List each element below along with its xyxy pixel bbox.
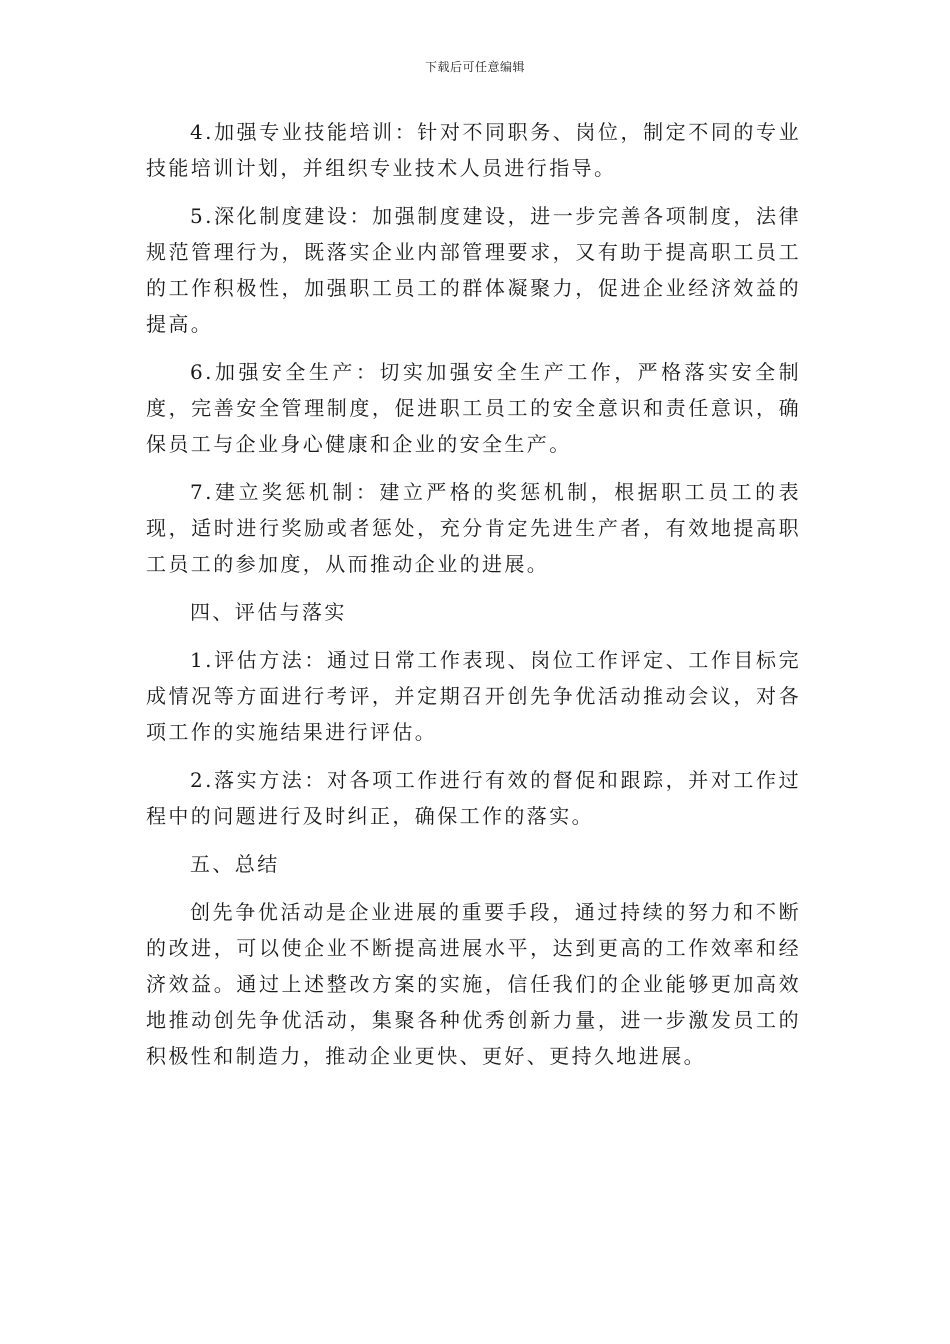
paragraph-skill-training: 4.加强专业技能培训：针对不同职务、岗位，制定不同的专业技能培训计划，并组织专业技术人员进行指导。: [146, 120, 801, 180]
paragraph-system-building: 5.深化制度建设：加强制度建设，进一步完善各项制度，法律规范管理行为，既落实企业内部管理要求，又有助于提高职工员工的工作积极性，加强职工员工的群体凝聚力，促进企业经济效益的提高。: [146, 204, 801, 336]
paragraph-evaluation-method: 1.评估方法：通过日常工作表现、岗位工作评定、工作目标完成情况等方面进行考评，并定期召开创先争优活动推动会议，对各项工作的实施结果进行评估。: [146, 648, 801, 744]
paragraph-implementation-method: 2.落实方法：对各项工作进行有效的督促和跟踪，并对工作过程中的问题进行及时纠正，确保工作的落实。: [146, 768, 801, 828]
page-header-note: 下载后可任意编辑: [424, 60, 525, 74]
paragraph-reward-punishment: 7.建立奖惩机制：建立严格的奖惩机制，根据职工员工的表现，适时进行奖励或者惩处，充分肯定先进生产者，有效地提高职工员工的参加度，从而推动企业的进展。: [146, 480, 801, 576]
document-body: [146, 114, 801, 1086]
paragraph-safety-production: 6.加强安全生产：切实加强安全生产工作，严格落实安全制度，完善安全管理制度，促进职工员工的安全意识和责任意识，确保员工与企业身心健康和企业的安全生产。: [146, 360, 801, 456]
section-heading-evaluation: 四、评估与落实: [190, 600, 347, 624]
paragraph-summary: 创先争优活动是企业进展的重要手段，通过持续的努力和不断的改进，可以使企业不断提高进展水平，达到更高的工作效率和经济效益。通过上述整改方案的实施，信任我们的企业能够更加高效地推动创先争优活动，集聚各种优秀创新力量，进一步激发员工的积极性和制造力，推动企业更快、更好、更持久地进展。: [146, 900, 801, 1068]
section-heading-summary: 五、总结: [190, 852, 280, 876]
